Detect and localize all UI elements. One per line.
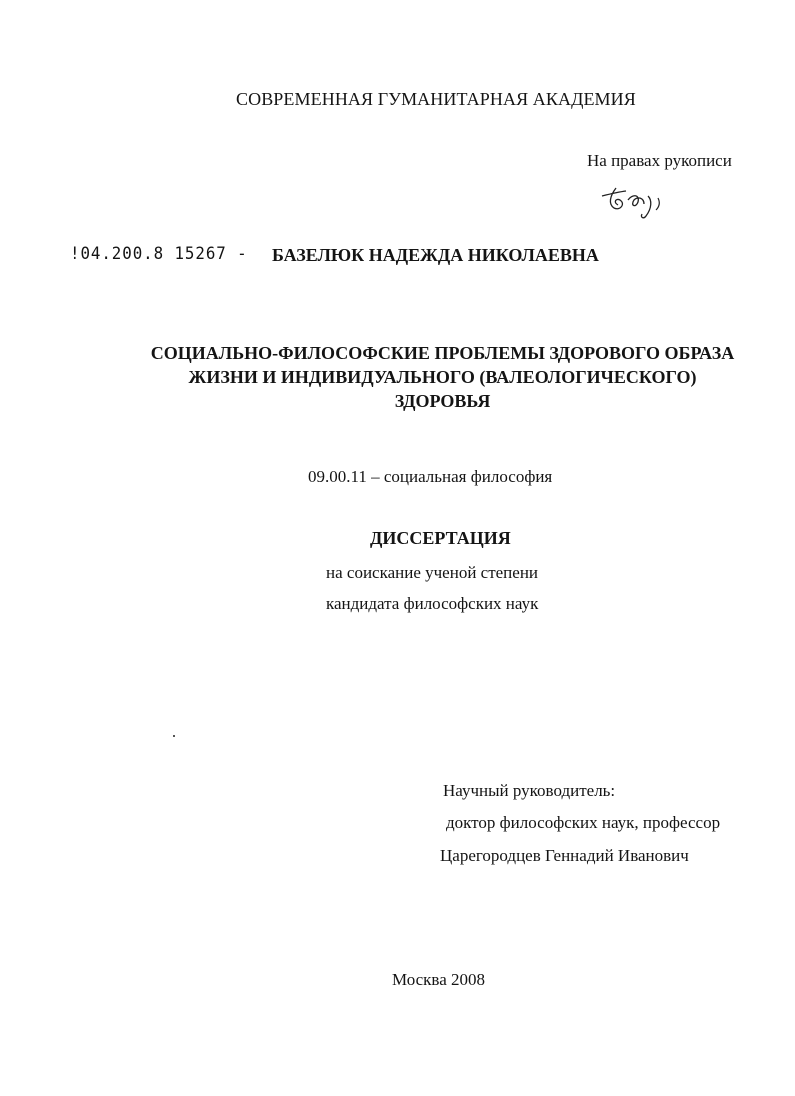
title-line: ЗДОРОВЬЯ xyxy=(394,391,491,411)
institution-name: СОВРЕМЕННАЯ ГУМАНИТАРНАЯ АКАДЕМИЯ xyxy=(236,89,636,109)
document-type: ДИССЕРТАЦИЯ xyxy=(370,528,511,548)
dissertation-title xyxy=(120,341,765,413)
degree-purpose-line: на соискание ученой степени xyxy=(326,563,539,582)
supervisor-degree: доктор философских наук, профессор xyxy=(446,813,721,832)
scan-speck xyxy=(173,735,175,737)
place-year: Москва 2008 xyxy=(392,970,486,989)
supervisor-name: Царегородцев Геннадий Иванович xyxy=(440,846,689,865)
rights-note: На правах рукописи xyxy=(587,151,732,170)
registration-number: !04.200.8 15267 - xyxy=(70,244,248,264)
signature-mark xyxy=(596,182,676,222)
supervisor-label: Научный руководитель: xyxy=(443,781,616,800)
title-line: СОЦИАЛЬНО-ФИЛОСОФСКИЕ ПРОБЛЕМЫ ЗДОРОВОГО ОБРАЗА xyxy=(150,343,735,363)
specialty-code: 09.00.11 – социальная философия xyxy=(308,467,553,486)
author-name: БАЗЕЛЮК НАДЕЖДА НИКОЛАЕВНА xyxy=(272,245,599,265)
degree-purpose-line: кандидата философских наук xyxy=(326,594,539,613)
title-line: ЖИЗНИ И ИНДИВИДУАЛЬНОГО (ВАЛЕОЛОГИЧЕСКОГО) xyxy=(188,367,697,387)
